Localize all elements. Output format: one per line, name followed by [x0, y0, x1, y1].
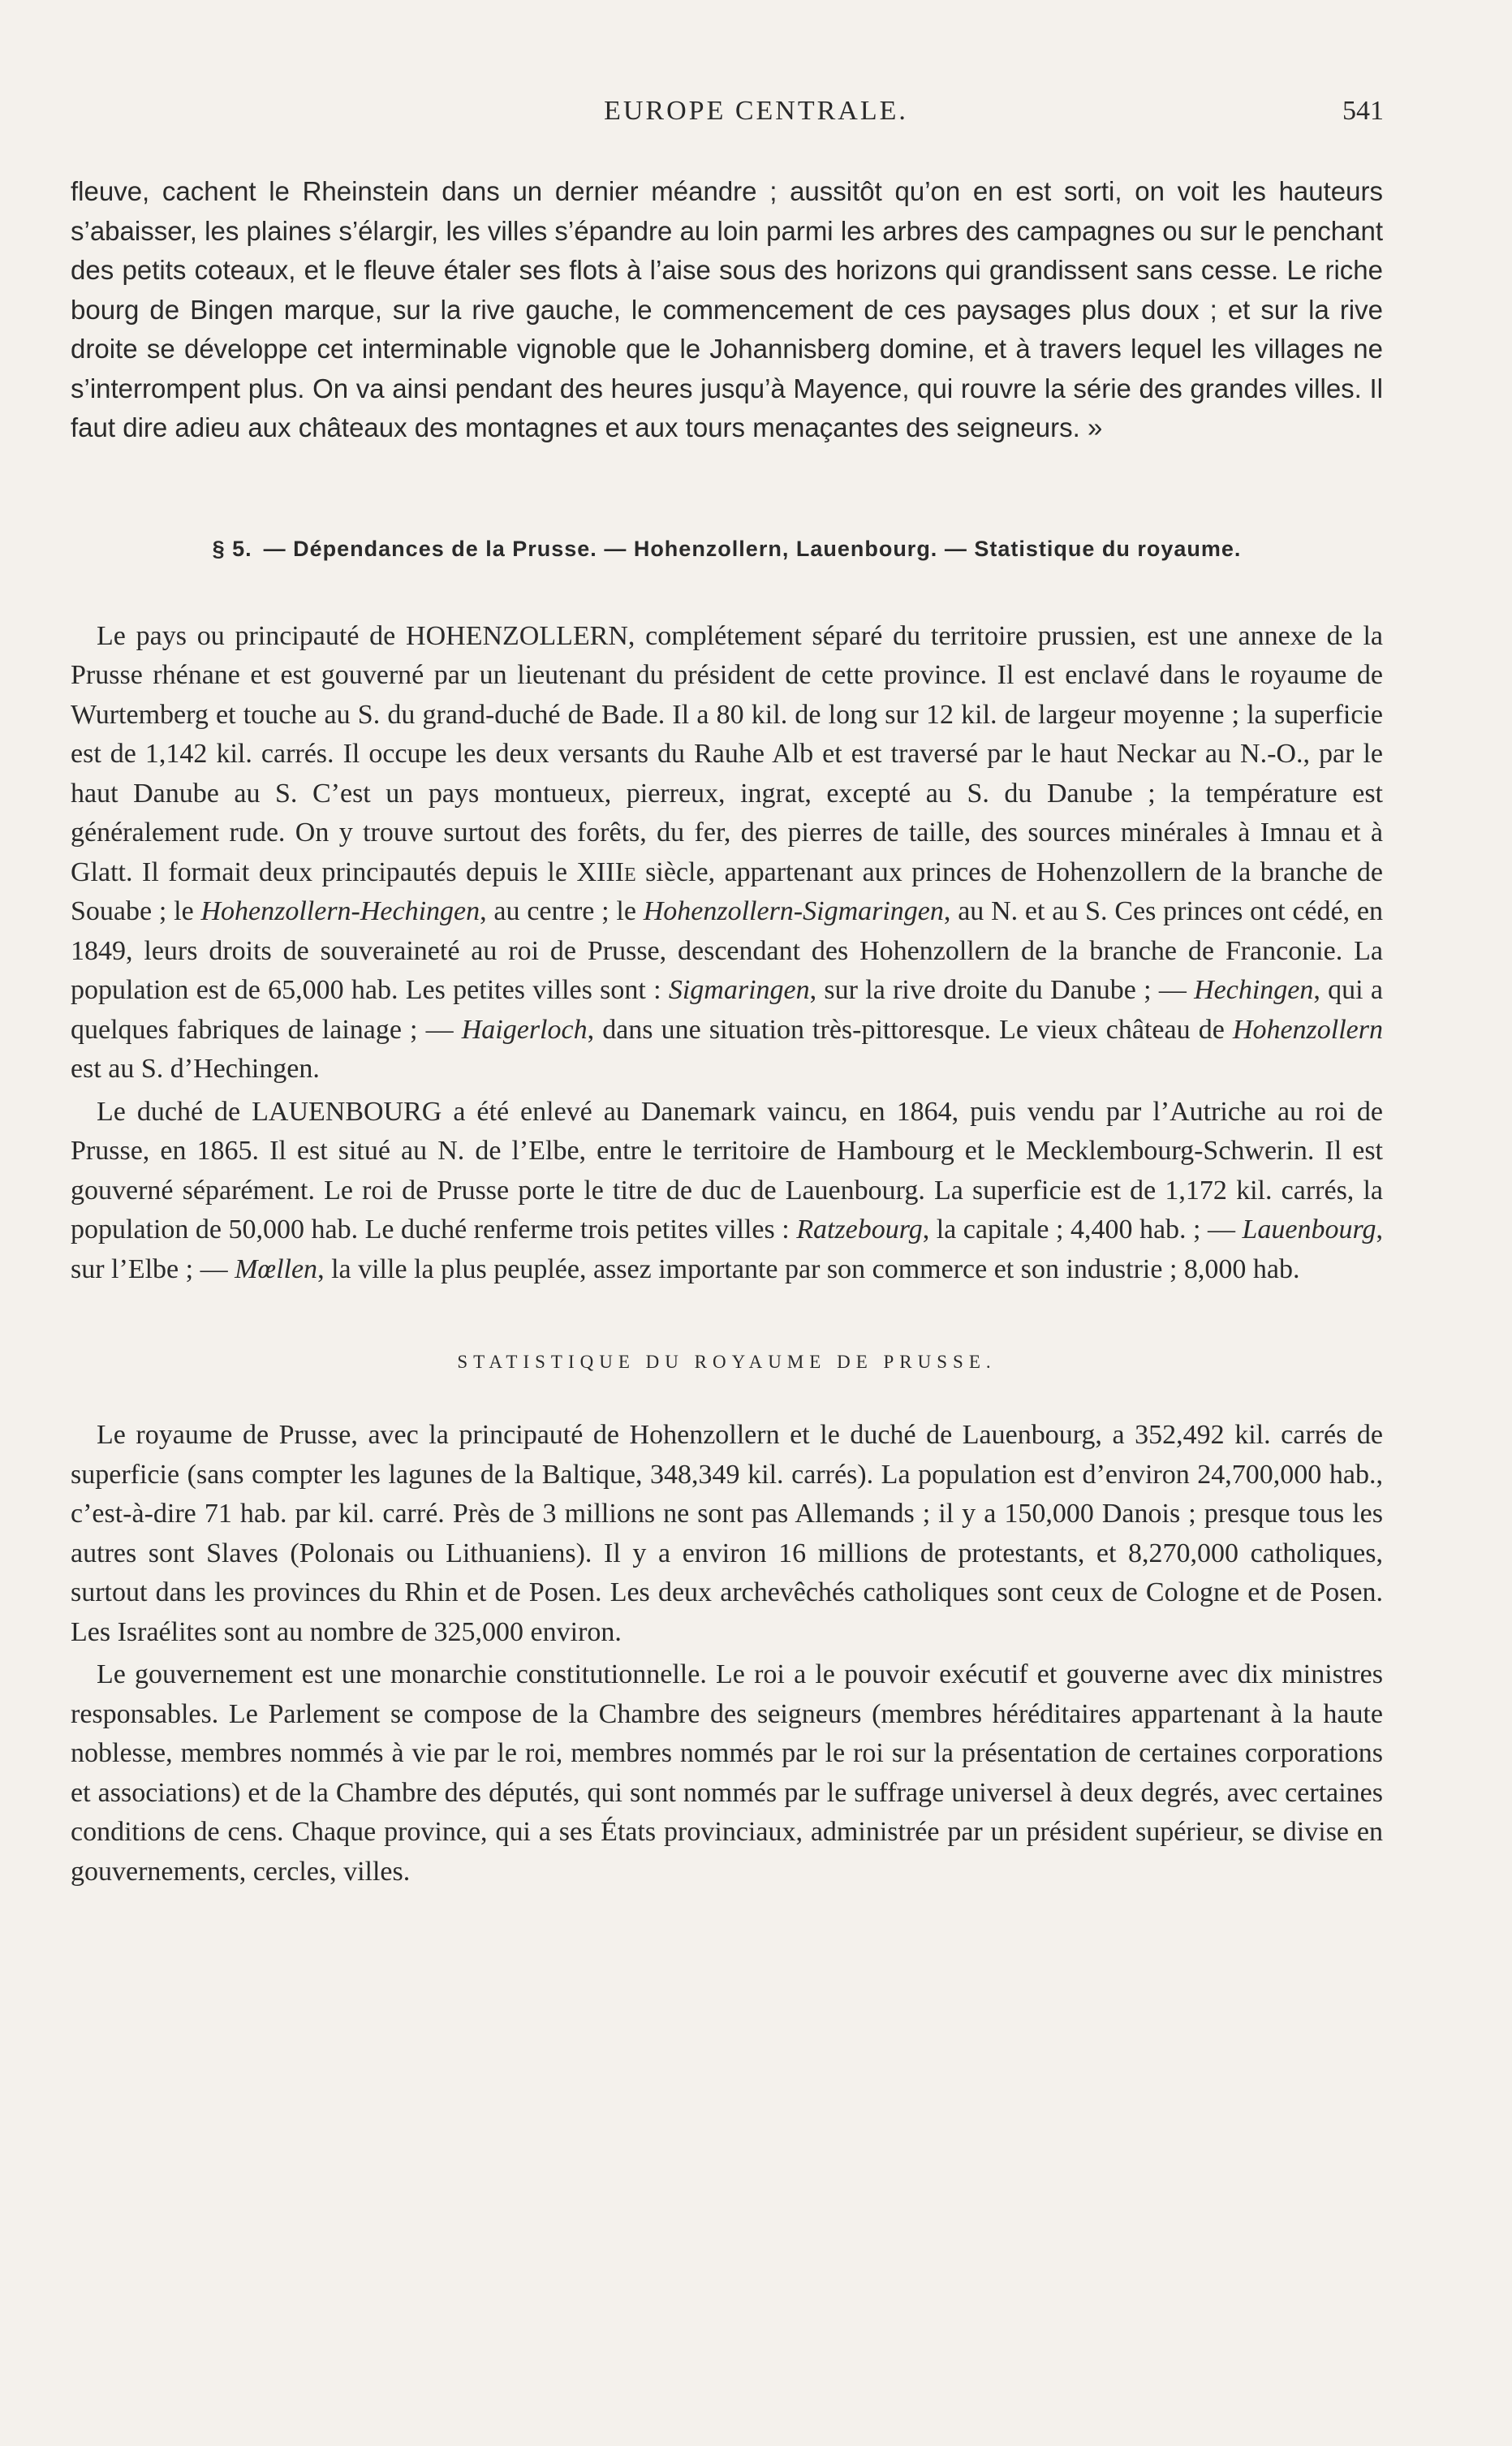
text-run: siècle, appartenant aux princes de Hohenzollern de la branche de Souabe ; le [71, 856, 1383, 926]
place-name: Sigmaringen [668, 975, 810, 1005]
place-name: Hechingen [1194, 975, 1314, 1005]
text-column [71, 172, 1383, 1892]
text-run: Le duché de LAUENBOURG a été enlevé au Danemark vaincu, en 1864, puis vendu par l’Autriche au roi de Prusse, en 1865. Il est situé au N. de l’Elbe, entre le territoire de Hambourg et le Mecklembourg-Schwerin. Il est gouverné séparément. Le roi de Prusse porte le titre de duc de Lauenbourg. La superficie est de 1,172 kil. carrés, la population de 50,000 hab. Le duché renferme trois petites villes : [71, 1096, 1383, 1245]
statistics-paragraph-1: Le royaume de Prusse, avec la principauté de Hohenzollern et le duché de Lauenbourg, a 352,492 kil. carrés de superficie (sans compter les lagunes de la Baltique, 348,349 kil. carrés). La population est d’environ 24,700,000 hab., c’est-à-dire 71 hab. par kil. carré. Près de 3 millions ne sont pas Allemands ; il y a 150,000 Danois ; presque tous les autres sont Slaves (Polonais ou Lithuaniens). Il y a environ 16 millions de protestants, et 8,270,000 catholiques, surtout dans les provinces du Rhin et de Posen. Les deux archevêchés catholiques sont ceux de Cologne et de Posen. Les Israélites sont au nombre de 325,000 environ. [71, 1420, 1383, 1647]
section-title: — Dépendances de la Prusse. — Hohenzollern, Lauenbourg. — Statistique du royaume. [263, 536, 1242, 561]
continuation-paragraph: fleuve, cachent le Rheinstein dans un dernier méandre ; aussitôt qu’on en est sorti, on voit les hauteurs s’abaisser, les plaines s’élargir, les villes s’épandre au loin parmi les arbres des campagnes ou sur le penchant des petits coteaux, et le fleuve étaler ses flots à l’aise sous des horizons qui grandissent sans cesse. Le riche bourg de Bingen marque, sur la rive gauche, le commencement de ces paysages plus doux ; et sur la rive droite se développe cet interminable vignoble que le Johannisberg domine, et à travers lequel les villages ne s’interrompent plus. On va ainsi pendant des heures jusqu’à Mayence, qui rouvre la série des grandes villes. Il faut dire adieu aux châteaux des montagnes et aux tours menaçantes des seigneurs. » [71, 176, 1383, 442]
place-name: Hohenzollern-Sigmaringen [643, 896, 944, 926]
text-run: Le pays ou principauté de HOHENZOLLERN, complétement séparé du territoire prussien, est une annexe de la Prusse rhénane et est gouverné par un lieutenant du président de cette province. Il est enclavé dans le royaume de Wurtemberg et touche au S. du grand-duché de Bade. Il a 80 kil. de long sur 12 kil. de largeur moyenne ; la superficie est de 1,142 kil. carrés. Il occupe les deux versants du Rauhe Alb et est traversé par le haut Neckar au N.-O., par le haut Danube au S. C’est un pays montueux, pierreux, ingrat, excepté au S. du Danube ; la température est généralement rude. On y trouve surtout des forêts, du fer, des pierres de taille, des sources minérales à Imnau et à Glatt. Il formait deux principautés depuis le [71, 620, 1383, 887]
text-run: , dans une situation très-pittoresque. Le vieux château de [587, 1014, 1233, 1045]
section-mark: § 5. [212, 536, 252, 561]
statistics-heading: STATISTIQUE DU ROYAUME DE PRUSSE. [457, 1352, 997, 1372]
hohenzollern-paragraph [71, 617, 1383, 1089]
text-run: , la ville la plus peuplée, assez importante par son commerce et son industrie ; 8,000 hab. [317, 1253, 1300, 1284]
century-numeral: XIIIe [576, 856, 636, 887]
text-run: , sur la rive droite du Danube ; — [809, 975, 1195, 1005]
running-header [0, 96, 1512, 136]
text-run: , la capitale ; 4,400 hab. ; — [922, 1214, 1243, 1245]
text-run: , au N. et au S. Ces princes ont cédé, en 1849, leurs droits de souveraineté au roi de Prusse, descendant des Hohenzollern de la branche de Franconie. La population est de 65,000 hab. Les petites villes sont : [71, 896, 1383, 1005]
page-number: 541 [1342, 96, 1384, 126]
section-heading [71, 533, 1383, 565]
place-name: Mœllen [235, 1253, 318, 1284]
statistics-paragraph-2: Le gouvernement est une monarchie constitutionnelle. Le roi a le pouvoir exécutif et gouverne avec dix ministres responsables. Le Parlement se compose de la Chambre des seigneurs (membres héréditaires appartenant à la haute noblesse, membres nommés à vie par le roi, membres nommés par le roi sur la présentation de certaines corporations et associations) et de la Chambre des députés, qui sont nommés par le suffrage universel à deux degrés, avec certaines conditions de cens. Chaque province, qui a ses États provinciaux, administrée par un président supérieur, se divise en gouvernements, cercles, villes. [71, 1659, 1383, 1887]
place-name: Hohenzollern-Hechingen [200, 896, 480, 926]
lauenbourg-paragraph [71, 1093, 1383, 1290]
place-name: Ratzebourg [796, 1214, 923, 1245]
place-name: Lauenbourg [1242, 1214, 1376, 1245]
running-title: EUROPE CENTRALE. [604, 96, 908, 126]
text-run: , qui a quelques fabriques de lainage ; — [71, 975, 1383, 1045]
text-run: est au S. d’Hechingen. [71, 1054, 320, 1084]
place-name: Haigerloch [461, 1014, 588, 1045]
place-name: Hohenzollern [1232, 1014, 1383, 1045]
text-run: , sur l’Elbe ; — [71, 1214, 1383, 1284]
text-run: , au centre ; le [480, 896, 644, 926]
